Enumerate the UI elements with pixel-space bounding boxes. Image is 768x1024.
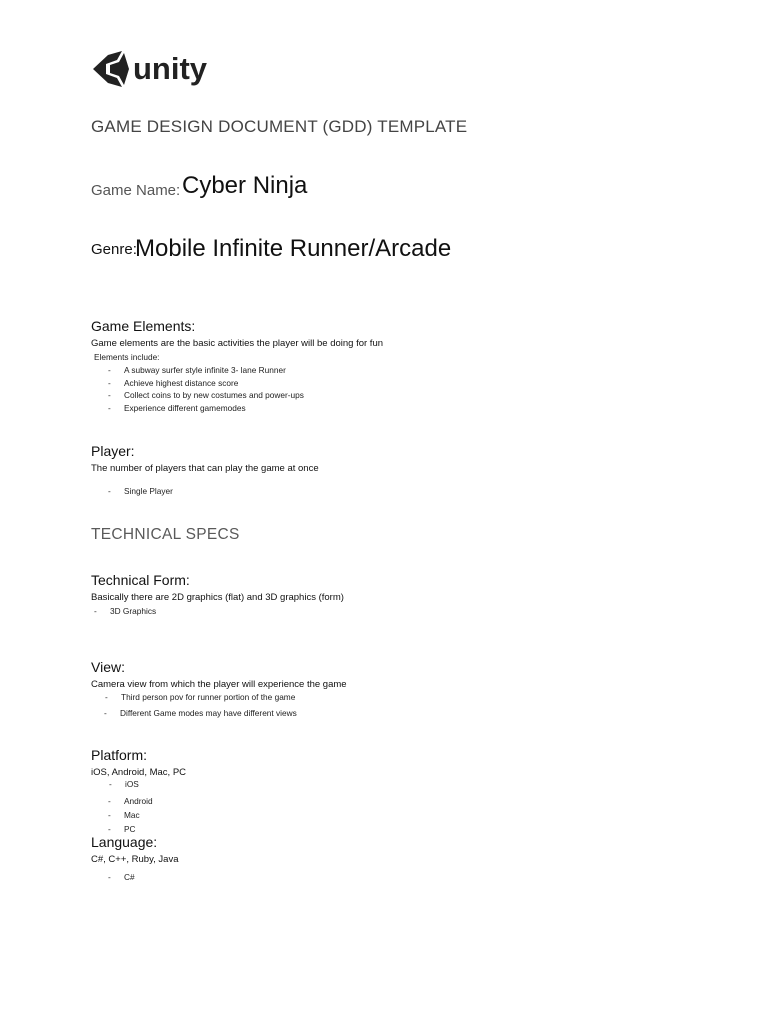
list-item: - Mac (108, 810, 140, 820)
list-item: - PC (108, 824, 136, 834)
list-dash: - (94, 606, 97, 616)
list-dash: - (108, 810, 111, 820)
list-item: - Collect coins to by new costumes and power-ups (108, 390, 304, 400)
genre-value: Mobile Infinite Runner/Arcade (135, 235, 452, 262)
list-dash: - (104, 708, 107, 718)
game-elements-description: Game elements are the basic activities the player will be doing for fun (91, 338, 384, 349)
list-item: - Single Player (108, 486, 173, 496)
game-name-value: Cyber Ninja (182, 172, 308, 199)
list-item: - C# (108, 872, 135, 882)
list-dash: - (109, 779, 112, 789)
list-dash: - (108, 486, 111, 496)
list-dash: - (108, 796, 111, 806)
logo-wordmark: unity (133, 51, 208, 86)
list-item: - Third person pov for runner portion of the game (105, 692, 296, 702)
game-elements-intro: Elements include: (94, 352, 160, 362)
list-item: - Different Game modes may have different views (104, 708, 297, 718)
list-item: - A subway surfer style infinite 3- lane Runner (108, 365, 286, 375)
document-title: GAME DESIGN DOCUMENT (GDD) TEMPLATE (91, 117, 468, 136)
list-dash: - (108, 390, 111, 400)
list-item: - Achieve highest distance score (108, 378, 239, 388)
game-elements-heading: Game Elements: (91, 318, 196, 334)
platform-heading: Platform: (91, 747, 148, 763)
list-dash: - (108, 872, 111, 882)
technical-form-heading: Technical Form: (91, 572, 190, 588)
unity-cube-icon (93, 51, 129, 87)
player-heading: Player: (91, 443, 135, 459)
platform-description: iOS, Android, Mac, PC (91, 767, 187, 778)
list-item: - 3D Graphics (94, 606, 157, 616)
view-heading: View: (91, 659, 125, 675)
technical-form-description: Basically there are 2D graphics (flat) and 3D graphics (form) (91, 592, 344, 603)
player-description: The number of players that can play the game at once (91, 463, 319, 474)
game-name-label: Game Name: (91, 182, 181, 199)
list-item: - Experience different gamemodes (108, 403, 246, 413)
genre-label: Genre: (91, 241, 137, 258)
language-heading: Language: (91, 834, 158, 850)
list-dash: - (108, 824, 111, 834)
list-dash: - (108, 403, 111, 413)
language-description: C#, C++, Ruby, Java (91, 854, 179, 865)
unity-logo (91, 46, 211, 92)
list-dash: - (108, 378, 111, 388)
list-dash: - (108, 365, 111, 375)
list-dash: - (105, 692, 108, 702)
view-description: Camera view from which the player will experience the game (91, 679, 347, 690)
technical-specs-title: TECHNICAL SPECS (91, 526, 240, 543)
list-item: - iOS (109, 779, 139, 789)
list-item: - Android (108, 796, 153, 806)
